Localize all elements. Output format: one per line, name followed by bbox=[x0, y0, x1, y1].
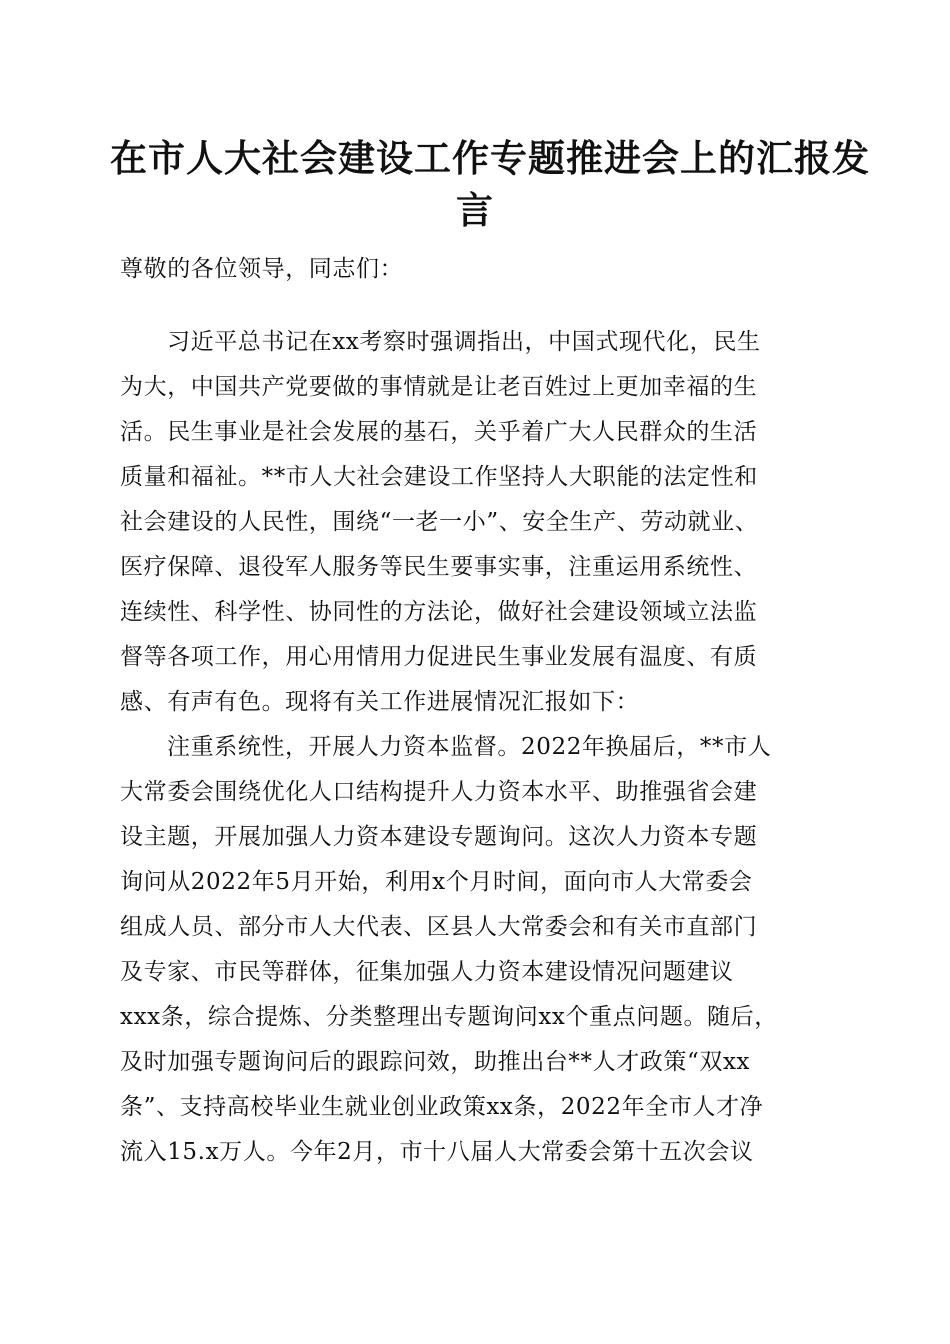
paragraph-2-line: 注重系统性，开展人力资本监督。2022年换届后，**市人 bbox=[167, 734, 772, 760]
paragraph-2-line: 设主题，开展加强人力资本建设专题询问。这次人力资本专题 bbox=[120, 824, 758, 850]
paragraph-1-line: 社会建设的人民性，围绕“一老一小”、安全生产、劳动就业、 bbox=[120, 509, 759, 535]
paragraph-2-line: 条”、支持高校毕业生就业创业政策xx条，2022年全市人才净 bbox=[120, 1094, 764, 1120]
paragraph-1-line: 连续性、科学性、协同性的方法论，做好社会建设领域立法监 bbox=[120, 599, 758, 625]
paragraph-2-line: 流入15.x万人。今年2月，市十八届人大常委会第十五次会议 bbox=[120, 1139, 754, 1165]
document-title bbox=[110, 132, 870, 236]
paragraph-2-line: 及时加强专题询问后的跟踪问效，助推出台**人才政策“双xx bbox=[120, 1049, 751, 1075]
paragraph-2-line: 组成人员、部分市人大代表、区县人大常委会和有关市直部门 bbox=[120, 914, 758, 940]
paragraph-1-line: 质量和福祉。**市人大社会建设工作坚持人大职能的法定性和 bbox=[120, 464, 758, 490]
paragraph-2-line: xxx条，综合提炼、分类整理出专题询问xx个重点问题。随后， bbox=[120, 1004, 778, 1030]
paragraph-1-line: 习近平总书记在xx考察时强调指出，中国式现代化，民生 bbox=[167, 329, 761, 355]
paragraph-1-line: 督等各项工作，用心用情用力促进民生事业发展有温度、有质 bbox=[120, 644, 758, 670]
paragraph-1-line: 为大，中国共产党要做的事情就是让老百姓过上更加幸福的生 bbox=[120, 374, 758, 400]
paragraph-1-line: 医疗保障、退役军人服务等民生要事实事，注重运用系统性、 bbox=[120, 554, 758, 580]
title-line-2: 言 bbox=[456, 188, 494, 232]
title-line-1: 在市人大社会建设工作专题推进会上的汇报发 bbox=[110, 136, 870, 180]
paragraph-1-line: 活。民生事业是社会发展的基石，关乎着广大人民群众的生活 bbox=[120, 419, 758, 445]
paragraph-2-line: 及专家、市民等群体，征集加强人力资本建设情况问题建议 bbox=[120, 959, 734, 985]
paragraph-2-line: 询问从2022年5月开始，利用x个月时间，面向市人大常委会 bbox=[120, 869, 753, 895]
paragraph-1-line: 感、有声有色。现将有关工作进展情况汇报如下： bbox=[120, 689, 640, 715]
paragraph-2-line: 大常委会围绕优化人口结构提升人力资本水平、助推强省会建 bbox=[120, 779, 758, 805]
salutation: 尊敬的各位领导，同志们： bbox=[120, 256, 404, 282]
